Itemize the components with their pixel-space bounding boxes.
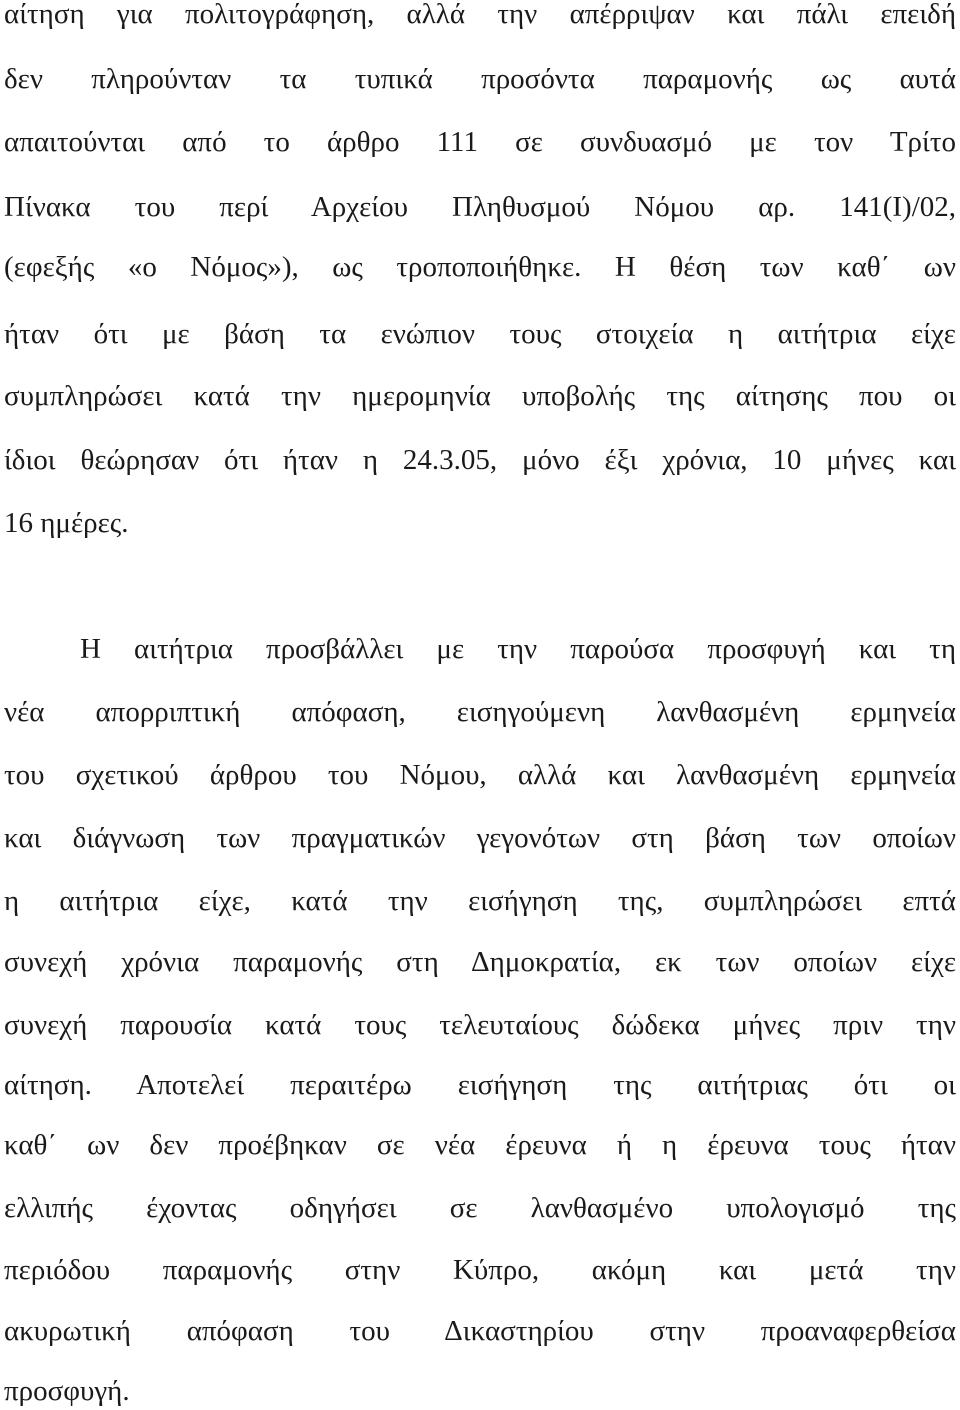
- text-line: ίδιοι θεώρησαν ότι ήταν η 24.3.05, μόνο έξι χρόνια, 10 μήνες και: [4, 444, 956, 476]
- text-line: η αιτήτρια είχε, κατά την εισήγηση της, συμπληρώσει επτά: [4, 885, 956, 917]
- text-line: συνεχή παρουσία κατά τους τελευταίους δώδεκα μήνες πριν την: [4, 1009, 956, 1041]
- text-line: συμπληρώσει κατά την ημερομηνία υποβολής της αίτησης που οι: [4, 380, 956, 412]
- text-line: καθ΄ ων δεν προέβηκαν σε νέα έρευνα ή η έρευνα τους ήταν: [4, 1129, 956, 1161]
- text-line-last: 16 ημέρες.: [4, 507, 129, 539]
- text-line: περιόδου παραμονής στην Κύπρο, ακόμη και μετά την: [4, 1254, 956, 1286]
- paragraph-first-line: Η αιτήτρια προσβάλλει με την παρούσα προσφυγή και τη: [80, 633, 956, 665]
- text-line: του σχετικού άρθρου του Νόμου, αλλά και λανθασμένη ερμηνεία: [4, 759, 956, 791]
- text-line-last: προσφυγή.: [4, 1375, 130, 1407]
- text-line: (εφεξής «ο Νόμος»), ως τροποποιήθηκε. Η θέση των καθ΄ ων: [4, 251, 956, 283]
- text-line: ακυρωτική απόφαση του Δικαστηρίου στην προαναφερθείσα: [4, 1315, 956, 1347]
- text-line: αίτηση για πολιτογράφηση, αλλά την απέρριψαν και πάλι επειδή: [4, 0, 956, 30]
- text-line: ήταν ότι με βάση τα ενώπιον τους στοιχεία η αιτήτρια είχε: [4, 318, 956, 350]
- text-line: νέα απορριπτική απόφαση, εισηγούμενη λανθασμένη ερμηνεία: [4, 696, 956, 728]
- text-line: δεν πληρούνταν τα τυπικά προσόντα παραμονής ως αυτά: [4, 63, 956, 95]
- text-line: Πίνακα του περί Αρχείου Πληθυσμού Νόμου αρ. 141(Ι)/02,: [4, 191, 956, 223]
- text-line: συνεχή χρόνια παραμονής στη Δημοκρατία, εκ των οποίων είχε: [4, 946, 956, 978]
- text-line: και διάγνωση των πραγματικών γεγονότων στη βάση των οποίων: [4, 822, 956, 854]
- text-line: ελλιπής έχοντας οδηγήσει σε λανθασμένο υπολογισμό της: [4, 1192, 956, 1224]
- text-line: απαιτούνται από το άρθρο 111 σε συνδυασμό με τον Τρίτο: [4, 126, 956, 158]
- text-line: αίτηση. Αποτελεί περαιτέρω εισήγηση της αιτήτριας ότι οι: [4, 1069, 956, 1101]
